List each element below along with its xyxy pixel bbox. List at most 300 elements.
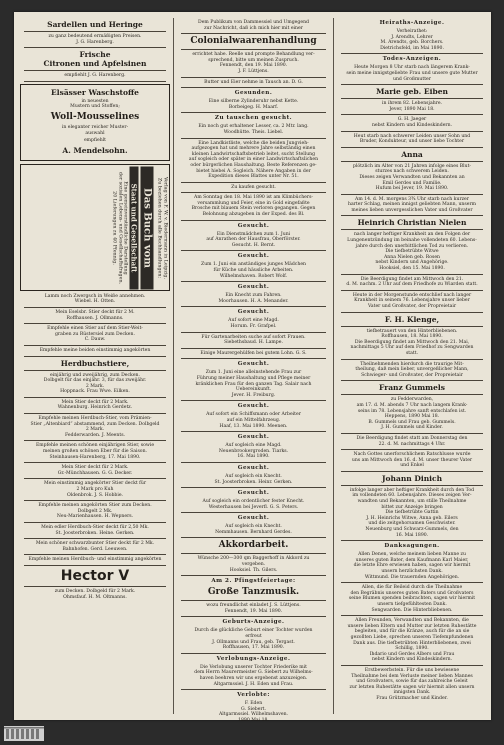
ad-line: Eine silberne Zylinderuhr nebst Kette. xyxy=(208,99,299,105)
ad-line: Roffhausen, 17. Mai 1890. xyxy=(222,645,285,651)
ad-line: Hooksiel. Th. Gilers. xyxy=(229,567,278,573)
advertisement xyxy=(20,557,170,563)
ad-line: nach langer heftiger Krankheit an den Folgen der xyxy=(353,232,471,238)
ad-heading xyxy=(177,115,330,122)
ad-heading xyxy=(177,223,330,230)
advertisement xyxy=(177,499,330,510)
ad-separator xyxy=(341,194,483,195)
ad-line: Allen Denen, welche meinem lieben Manne zu xyxy=(358,552,466,558)
ad-line: Wilhelmshaven. Robert Wolf. xyxy=(219,273,288,279)
ad-line: Heut starb nach schwerer Leiden unser Sohn und xyxy=(353,133,471,139)
ad-heading xyxy=(177,434,330,441)
ad-separator xyxy=(24,370,166,371)
advertisement xyxy=(24,112,166,123)
ad-line: Am 2. Pfingstfeiertage: xyxy=(211,578,296,585)
ad-line: Moorhausen. H. A. Menander. xyxy=(218,298,289,304)
ad-line: vergeben. xyxy=(241,562,266,568)
ad-line: Verheirathet: xyxy=(396,29,428,34)
ad-line: Ohmsfauf. H. M. Oltmanns. xyxy=(63,594,127,600)
ad-separator xyxy=(24,81,166,82)
ad-heading xyxy=(337,20,487,27)
book-ad-footer-line: der sozialen Lebens- und Gesellschaftsfragen. xyxy=(117,171,123,284)
ad-line: empfiehlt xyxy=(83,138,107,144)
ad-separator xyxy=(341,380,483,381)
ad-heading xyxy=(177,465,330,472)
advertisement xyxy=(20,359,170,368)
advertisement xyxy=(337,362,487,379)
ad-line: sein meine innigstgeliebte Frau und unsere gute Mutter xyxy=(346,70,478,76)
ad-separator xyxy=(181,553,326,554)
ad-line: Krankheit in seinem 76. Lebensjahre unser lieber xyxy=(354,298,470,304)
ad-line: Gesucht. xyxy=(237,434,270,441)
ad-line: Empfehle einen Stier auf dem Stier-Weit- xyxy=(47,326,143,332)
ad-line: Danksagungen. xyxy=(384,543,440,550)
ad-line: Citronen und Apfelsinen xyxy=(43,59,147,69)
ad-line: Allen, die für Beileid durch die Theilnahme xyxy=(361,585,463,591)
advertisement xyxy=(20,73,170,79)
ad-separator xyxy=(341,665,483,666)
ad-line: gezollten Liebe, sprechen unseren Tiefempfundenen xyxy=(350,634,474,640)
ad-line: Gesucht. xyxy=(237,490,270,497)
ad-line: Fennendt, den 19. Mai 1890. xyxy=(219,63,288,69)
advertisement xyxy=(20,400,170,411)
advertisement xyxy=(337,585,487,613)
ad-line: Empfehle meinen Herdbuch-Stier, vom Prämien- xyxy=(38,416,152,422)
ad-line: Roffhausen, 18. Mai 1890. xyxy=(381,334,443,340)
ad-line: Jever. H. Freiburg. xyxy=(231,392,276,398)
ad-line: und die zeitgehorsamen Geschwister. xyxy=(368,521,456,527)
advertisement xyxy=(20,443,170,460)
ad-separator xyxy=(24,500,166,501)
ad-separator xyxy=(181,462,326,463)
advertisement xyxy=(337,293,487,310)
advertisement xyxy=(337,87,487,96)
advertisement xyxy=(337,436,487,447)
ad-line: zu Fedderwarden, xyxy=(390,397,434,403)
ad-separator xyxy=(181,537,326,538)
ad-separator xyxy=(24,345,166,346)
advertisement xyxy=(177,20,330,31)
advertisement xyxy=(20,294,170,305)
ad-line: Zu kaufen gesucht. xyxy=(231,184,276,190)
ad-line: Die Beerdigung findet am Mittwoch den 21. Mai, xyxy=(354,339,470,345)
ad-line: Auf sofort ein Schiffsmann oder Arbeiter xyxy=(206,412,301,418)
ad-line: und Großvaters, sowie für das zahlreiche Geleit xyxy=(356,679,468,685)
column-middle xyxy=(177,20,330,723)
ad-line: Theilnehmenden hierdurch die traurige Mit- xyxy=(360,361,464,367)
ad-line: Gesucht. xyxy=(237,284,270,291)
ad-line: Haaf, 13. Mai 1890. Meenen. xyxy=(219,423,288,429)
ad-line: Gesucht. xyxy=(237,309,270,316)
ad-line: empfiehlt J. G. Harenberg. xyxy=(64,73,126,79)
ad-line: nebst Kindern und Angehörige. xyxy=(375,260,449,266)
ad-line: Schwieger- und Großvater, der Propreietair xyxy=(361,372,463,378)
ad-line: bittet zur Anzeige bringen xyxy=(381,504,443,510)
ad-line: Wiebel. H. Otten. xyxy=(74,299,116,305)
ad-line: nebst Kindern und Kindeskindern. xyxy=(371,657,453,663)
ad-line: J. H. Gummels und Kinder. xyxy=(381,425,443,431)
ad-heading xyxy=(177,309,330,316)
book-title: Das Buch vom xyxy=(141,166,154,289)
advertisement xyxy=(20,348,170,354)
ad-separator xyxy=(24,323,166,324)
ad-line: 2 Mark pro Kuh xyxy=(76,487,114,492)
ad-line: Am 14. d. M. morgens 3¾ Uhr starb nach kurzer xyxy=(355,196,469,202)
ad-separator xyxy=(341,131,483,132)
ad-line: 22. d. M. nachmittags 4 Uhr. xyxy=(378,441,446,447)
book-ad-line: Verlag von F. W. v. Biedermann in Leipzig. xyxy=(162,176,168,279)
ad-line: seine Blumen spenden beibrachten, sagen wir hiermit xyxy=(348,596,476,602)
ad-line: Gesucht. xyxy=(237,222,270,229)
ad-line: Geburts-Anzeige. xyxy=(222,619,285,626)
ad-line: Stier „Altenbiard“ abstammend, zum Decken. Dolbgeld xyxy=(30,421,160,427)
ad-line: am 17. d. M. abends 7 Uhr nach langem Krank- xyxy=(356,402,468,408)
ad-line: seins im 78. Lebensjahre sanft entschlafen ist. xyxy=(357,408,467,414)
ad-line: einjährig und zweijährig, zum Decken. xyxy=(50,372,140,378)
ad-heading xyxy=(337,56,487,63)
ad-separator xyxy=(341,147,483,148)
ad-line: und Enkel xyxy=(400,463,424,469)
ad-separator xyxy=(24,70,166,71)
ad-line: Bruder, Kondukteur, und unser liebe Tochter xyxy=(359,139,465,145)
ad-line: F. H. Klenge, xyxy=(384,314,440,324)
ad-line: Gr.-Münchhausen. G. G. Decker. xyxy=(57,470,133,476)
ad-line: Auf sogleich ein Knecht. xyxy=(225,473,282,479)
ad-separator xyxy=(181,512,326,513)
column-divider xyxy=(173,18,174,714)
ad-line: Franz Gummels xyxy=(379,383,445,393)
ad-line: Horum. Fr. Grafpel. xyxy=(230,324,277,329)
book-ad-footer-line: 20 Lieferungen zu 40 Pfennig. xyxy=(111,190,117,265)
logo-building-icon xyxy=(4,726,44,741)
ad-separator xyxy=(24,522,166,523)
ad-line: versammlung und Feier, eine in Gold eingefaßte xyxy=(197,200,310,206)
ad-line: G. Siebert. xyxy=(241,706,266,712)
ad-separator xyxy=(24,307,166,308)
ad-line: wozu freundlichst einladet J. S. Lüttjens. xyxy=(206,603,301,609)
ad-line: Mustern und Stoffen; xyxy=(70,104,120,110)
ad-separator xyxy=(181,600,326,601)
ad-heading xyxy=(177,361,330,368)
ad-line: Gesucht. xyxy=(237,464,270,471)
ad-line: zum Decken. Dolbgeld für 2 Mark. xyxy=(54,588,136,594)
ad-separator xyxy=(181,192,326,193)
column-divider xyxy=(333,18,334,714)
advertisement xyxy=(24,138,166,144)
ad-line: für Küche und häusliche Arbeiten. xyxy=(213,268,294,274)
advertisement xyxy=(20,541,170,552)
ad-line: Dolbgelt 2 Mk. xyxy=(77,508,113,514)
ad-line: Johann Dinich xyxy=(381,473,443,483)
ad-line: Elsässer Waschstoffe xyxy=(51,87,139,97)
ad-separator xyxy=(181,87,326,88)
ad-line: Dank aus. Die tiefbetrübten Hinterbliebenen, zwei xyxy=(353,640,471,646)
ad-line: Empfehle meine beiden einstimmig angekörten xyxy=(39,347,151,353)
ad-separator xyxy=(341,161,483,162)
ad-line: Frau Grützmacher und Kinder. xyxy=(376,695,448,701)
ad-line: Verlobte: xyxy=(237,692,270,699)
ad-line: Expedition dieses Blattes unter Nr. 51. xyxy=(208,174,299,180)
advertisement xyxy=(20,50,170,68)
advertisement xyxy=(177,603,330,614)
ad-line: Altgarmssiel. J. H. Eden und Frau. xyxy=(213,681,294,687)
ad-line: tiefbetrauert von den Hinterbliebenen. xyxy=(366,328,458,334)
ad-heading xyxy=(177,578,330,585)
ad-separator xyxy=(24,413,166,414)
ad-line: 2 Mark. xyxy=(85,427,105,433)
ad-line: dem Herrn Maurermeister G. Siebert zu Wilhelms- xyxy=(194,670,313,676)
ad-line: meines lieben unvergesslichen Vater und Großvater xyxy=(351,207,473,213)
ad-line: unseres guten Bater, dem Kaufmann Karl Maier, xyxy=(355,557,469,563)
ad-line: Woodhütte. Theis. Liebel. xyxy=(223,129,284,135)
ad-line: Mein Stier deckt für 2 Mark. xyxy=(61,399,129,405)
advertisement xyxy=(177,335,330,346)
ad-line: J. G. Harenberg. xyxy=(76,39,114,45)
ad-line: Durch die glückliche Geburt einer Tochter wurden xyxy=(194,628,313,634)
ad-heading xyxy=(177,403,330,410)
ad-line: unsern herzlichsten Dank. xyxy=(381,569,443,574)
ad-line: Siebethsbaud. H. Lampe. xyxy=(224,340,283,346)
ad-line: Gesucht. xyxy=(237,515,270,522)
ad-line: Die Beerdigung findet am Mittwoch den 21. xyxy=(360,276,464,282)
ad-separator xyxy=(24,47,166,48)
ad-separator xyxy=(341,540,483,541)
ad-line: Roffhausen. J. Ollmanns. xyxy=(66,315,124,321)
ad-separator xyxy=(24,554,166,555)
book-ad-footer-line: Eine gemeinverständliche Darstellung xyxy=(122,181,128,275)
ad-line: haven beehren wir uns ergebenst anzuzeigen. xyxy=(199,676,308,681)
advertisement xyxy=(337,164,487,192)
ad-line: Fedderwarden. J. Meents. xyxy=(64,432,126,438)
advertisement xyxy=(337,552,487,580)
advertisement xyxy=(24,125,166,136)
advertisement xyxy=(177,293,330,304)
ad-separator xyxy=(24,565,166,566)
ad-line: Zu tauschen gesucht. xyxy=(214,115,293,122)
ad-separator xyxy=(181,306,326,307)
ad-line: J. F. Lüttjens. xyxy=(238,68,269,74)
advertisement xyxy=(20,503,170,520)
ad-heading xyxy=(177,515,330,522)
advertisement xyxy=(20,20,170,29)
ad-line: Mein einstimmig angekörter Stier deckt für xyxy=(43,481,147,487)
ad-line: Jever, 1890 Mai 18. xyxy=(389,106,435,112)
ad-line: Steinhausen-Harenberg, 17. Mai 1890. xyxy=(49,454,141,460)
ad-line: Auf sogleich ein ordentlicher fester Knecht. xyxy=(202,499,305,505)
column-left xyxy=(20,20,170,714)
ad-line: Gesucht. H. Bernt. xyxy=(231,242,276,248)
ad-separator xyxy=(341,114,483,115)
ad-line: sturzes nach schwerem Leiden. xyxy=(375,169,449,175)
ad-line: Anna xyxy=(401,149,423,159)
ad-line: Empfehle meinen angekörten Stier zum Decken. xyxy=(38,503,152,509)
advertisement xyxy=(177,540,330,551)
advertisement xyxy=(337,668,487,702)
ad-separator xyxy=(24,440,166,441)
ad-line: Fennendt, 19. Mai 1890. xyxy=(224,608,283,614)
advertisement xyxy=(337,329,487,357)
advertisement xyxy=(337,197,487,214)
book-subtitle: Staat und Gesellschaft xyxy=(130,166,139,289)
ad-line: Mein Stier deckt für 2 Mark. xyxy=(61,465,129,471)
advertisement xyxy=(177,665,330,687)
ad-line: Erstbewerbstein. Für die uns bewiesene xyxy=(364,667,460,673)
ad-separator xyxy=(181,431,326,432)
ad-line: graben zu Rüstersiel zum Decken. xyxy=(55,331,135,337)
ad-separator xyxy=(181,348,326,349)
ad-separator xyxy=(341,53,483,54)
advertisement xyxy=(177,262,330,279)
ad-separator xyxy=(181,138,326,139)
ad-line: oder bürgerlichen Haushaltung. Beste Referenzen ge- xyxy=(190,162,317,168)
ad-line: Westerhausen bei Jeverfl. G. S. Peters. xyxy=(208,504,299,510)
ad-separator xyxy=(181,281,326,282)
ad-line: Führung meiner Haushaltung und Pflege meiner xyxy=(196,375,311,381)
ad-heading xyxy=(177,253,330,260)
ad-line: Todes-Anzeigen. xyxy=(382,56,442,63)
ad-line: Zum 1. Juni eine alleinstehende Frau zur xyxy=(205,370,302,376)
ad-separator xyxy=(181,112,326,113)
advertisement xyxy=(177,370,330,398)
ad-line: Belohnung abzugeben in der Exped. des Bl. xyxy=(202,212,305,218)
advertisement xyxy=(177,556,330,573)
advertisement xyxy=(337,101,487,112)
ad-line: Allen Freunden, Verwandten und Bekannten, die xyxy=(355,618,469,624)
column-right xyxy=(337,20,487,714)
ad-line: Brosche mit blauem Stein verloren gegangen. Gegen xyxy=(191,206,316,212)
ad-line: meinen großen schönen Eber für die Saison. xyxy=(43,449,147,455)
ad-line: Gesucht. xyxy=(237,403,270,410)
advertisement xyxy=(24,146,166,155)
advertisement xyxy=(20,373,170,395)
ad-line: J. H. Heinrichs Witwe, Anna geb. Eilers xyxy=(366,515,458,521)
ad-line: Neuenbrookergroden. Tiarks. xyxy=(218,448,289,454)
advertisement xyxy=(177,124,330,135)
ad-separator xyxy=(341,229,483,230)
bordered-advertisement xyxy=(20,84,170,161)
ad-line: sprechend, bitte um meinen Zuspruch. xyxy=(208,57,299,63)
ad-line: Auf sogleich eine Magd. xyxy=(225,443,282,449)
ad-line: aufgezogen hat und mehrere Jahre selbständig einen xyxy=(191,146,316,152)
ad-line: Altgarmssiel. Wilhelmshaven. xyxy=(218,712,289,718)
ad-separator xyxy=(24,356,166,357)
ad-separator xyxy=(341,98,483,99)
book-ad-line: Zu beziehen durch alle Buchhandlungen: xyxy=(156,177,162,278)
ad-line: Wittmund. Die trauernden Angehörigen. xyxy=(364,574,460,580)
ad-heading xyxy=(177,619,330,626)
newspaper-page xyxy=(14,12,491,723)
ad-line: J. Ollmanns und Frau, geb. Tergast. xyxy=(212,639,295,645)
ad-line: Dem Publikum von Dammessiel und Umgegend xyxy=(198,20,309,25)
ad-separator xyxy=(181,689,326,690)
ad-line: im vollendeten 60. Lebensjahre. Dieses zeigen Ver- xyxy=(352,493,472,499)
ad-line: Lamm noch Zwergsch in Weiße annehmen. xyxy=(44,293,146,299)
ad-separator xyxy=(341,84,483,85)
ad-line: Am Sonntag den 18. Mai 1890 ist am Klimbüchers- xyxy=(194,195,313,201)
ad-line: Empfehle meinen Herdbuch- und einstimmig angekörten xyxy=(28,557,162,563)
ad-line: d. M. nachm. 2 Uhr auf dem Friedhofe zu Wiarden statt. xyxy=(346,282,478,288)
advertisement xyxy=(177,587,330,598)
ad-line: Verlobungs-Anzeige. xyxy=(216,655,291,662)
ad-line: Theilnahme bei dem Verluste meiner lieben Mannes xyxy=(351,673,473,679)
advertisement xyxy=(337,218,487,227)
ad-line: unsern tiefgefühltesten Dank. xyxy=(377,601,447,607)
ad-line: Mein edler Herdbuch-Stier deckt für 2,50 Mk. xyxy=(41,524,149,530)
advertisement xyxy=(24,88,166,97)
ad-separator xyxy=(181,332,326,333)
ad-line: uns am Mittwoch den 16. d. M. unser theurer Vater xyxy=(351,457,473,463)
advertisement xyxy=(177,318,330,329)
ad-line: M. Arendts, geb. Borchers. xyxy=(380,40,444,46)
advertisement xyxy=(177,524,330,535)
ad-separator xyxy=(341,215,483,216)
ad-line: Neu-Marienhausen. H. Wepners. xyxy=(56,514,134,520)
ad-line: begleiten, und für die Kränze, auch für die an sie xyxy=(354,629,470,635)
ad-line: Heiraths-Anzeige. xyxy=(379,20,445,26)
ad-line: kleinen Landwirtschaftsbetrieb leitet, sucht Stellung xyxy=(191,151,316,157)
advertisement xyxy=(177,185,330,191)
advertisement xyxy=(337,488,487,538)
advertisement xyxy=(177,412,330,429)
ad-line: errichtet habe. Reelle und prompte Behandlung ver- xyxy=(192,52,315,58)
ad-line: und Großmutter xyxy=(393,76,431,82)
ad-line: Anna Nielen geb. Rosen xyxy=(383,254,441,260)
ad-line: Hoppnack. Frau Wwe. Eilken. xyxy=(60,389,130,395)
ad-separator xyxy=(24,31,166,32)
ad-heading xyxy=(177,90,330,97)
advertisement xyxy=(177,628,330,650)
ad-line: Nach Gottes unerforschlichem Ratschlusse wurde xyxy=(353,452,471,458)
ad-separator xyxy=(341,274,483,275)
ad-separator xyxy=(341,326,483,327)
ad-line: Sardellen und Heringe xyxy=(47,20,143,29)
ad-line: Gesucht. xyxy=(237,253,270,260)
ad-separator xyxy=(24,397,166,398)
ad-line: Zum 1. Juni ein anständiges junges Mädchen xyxy=(201,262,306,268)
advertisement xyxy=(337,277,487,288)
advertisement xyxy=(20,481,170,498)
ad-heading xyxy=(177,490,330,497)
ad-line: den Begräbnis unseres guten Baters und Großvaters xyxy=(350,590,474,596)
ad-line: Ein noch gut erhaltener Lesser, ca. 2 Mtr. lang. xyxy=(198,124,309,130)
advertisement xyxy=(337,117,487,128)
ad-line: Hufum bei Jever, 19. Mai 1890. xyxy=(375,186,449,192)
advertisement xyxy=(337,134,487,145)
ad-separator xyxy=(24,538,166,539)
ad-line: Butter und Eier nehme in Tausch an. D. G. xyxy=(204,79,303,85)
ad-line: Dolbgelt für das einjähr. 3, für das zweijähr. xyxy=(43,378,147,384)
ad-line: bietet hiebei A. Sogleich. Nähere Angaben in der xyxy=(196,168,311,174)
advertisement xyxy=(24,99,166,110)
ad-line: B. Gummels und Frau geb. Gummels. xyxy=(368,419,456,425)
ad-separator xyxy=(341,449,483,450)
ad-line: Heinrich Christian Nielen xyxy=(357,218,467,228)
advertisement xyxy=(177,195,330,217)
ad-line: Für Gartenarbeiten suche auf sofort Frauen. xyxy=(201,334,306,340)
ad-line: Heppens, 1890 Mai 18. xyxy=(384,414,440,420)
ad-line: die letzte Ehre erwiesen haben, sagen wir hiermit xyxy=(353,563,471,569)
ad-line: Auf sogleich ein Knecht. xyxy=(225,524,282,530)
ad-separator xyxy=(341,312,483,313)
ad-line: 1890 Mai 18. xyxy=(238,717,269,723)
ad-separator xyxy=(181,250,326,251)
advertisement xyxy=(20,568,170,584)
ad-line: Uebereinkunft. xyxy=(235,387,272,393)
book-advertisement xyxy=(20,164,170,291)
ad-line: Gesunden. xyxy=(234,90,273,97)
ad-separator xyxy=(341,394,483,395)
ad-separator xyxy=(181,400,326,401)
